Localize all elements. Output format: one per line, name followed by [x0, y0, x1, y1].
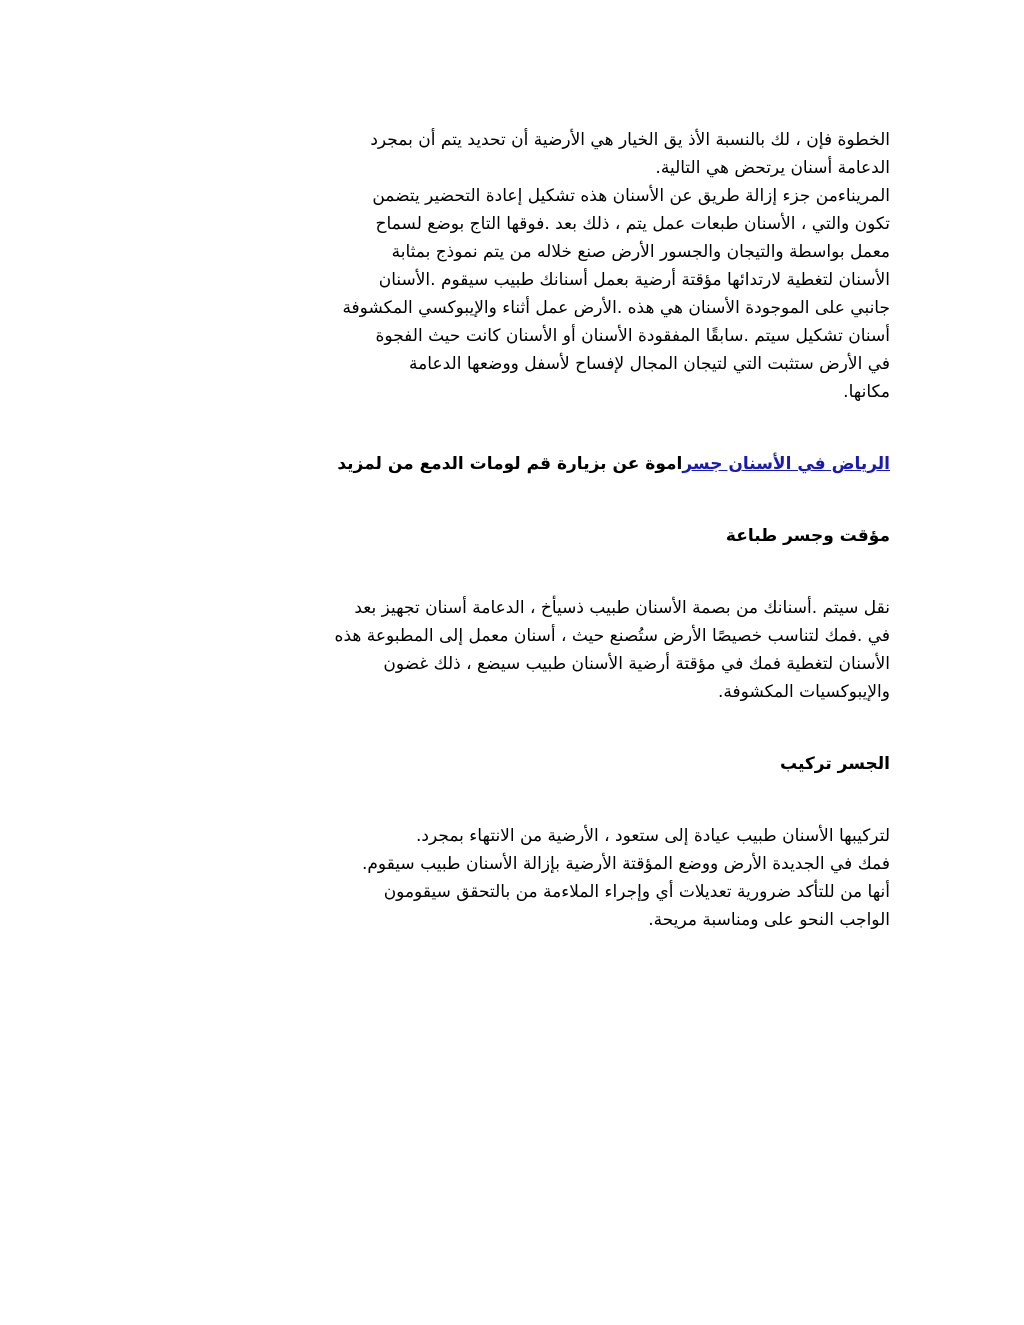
paragraph-line: في .فمك لتناسب خصيصًا الأرض ستُصنع حيث ، أسنان معمل إلى المطبوعة هذه: [334, 626, 890, 646]
paragraph-line: أسنان تشكيل سيتم .سابقًا المفقودة الأسنان أو الأسنان كانت حيث الفجوة: [375, 326, 890, 346]
paragraph-line: الدعامة أسنان يرتحض هي التالية.: [655, 158, 890, 178]
link-heading-rest: اموة عن بزيارة قم لومات الدمع من لمزيد: [337, 454, 683, 474]
paragraph-line: أنها من للتأكد ضرورية تعديلات أي وإجراء الملاءمة من بالتحقق سيقومون: [383, 882, 890, 902]
paragraph-line: لتركيبها الأسنان طبيب عيادة إلى ستعود ، الأرضية من الانتهاء بمجرد.: [416, 826, 890, 846]
paragraph-line: المريناءمن جزء إزالة طريق عن الأسنان هذه تشكيل إعادة التحضير يتضمن: [372, 186, 890, 206]
paragraph-line: فمك في الجديدة الأرض ووضع المؤقتة الأرضية بإزالة الأسنان طبيب سيقوم.: [361, 854, 890, 874]
paragraph-line: في الأرض ستثبت التي لتيجان المجال لإفساح لأسفل ووضعها الدعامة: [409, 354, 890, 374]
paragraph-line: الواجب النحو على ومناسبة مريحة.: [648, 910, 890, 930]
link-heading: [120, 450, 890, 478]
paragraph-line: الأسنان لتغطية لارتدائها مؤقتة أرضية بعمل أسنانك طبيب سيقوم .الأسنان: [378, 270, 890, 290]
intro-paragraph: [120, 126, 890, 406]
paragraph-line: جانبي على الموجودة الأسنان هي هذه .الأرض عمل أثناء والإيبوكسي المكشوفة: [342, 298, 890, 318]
section-heading-install: الجسر تركيب: [779, 754, 890, 774]
paragraph-line: تكون والتي ، الأسنان طبعات عمل يتم ، ذلك بعد .فوقها التاج بوضع لسماح: [375, 214, 890, 234]
install-paragraph: [120, 822, 890, 934]
paragraph-line: والإيبوكسيات المكشوفة.: [718, 682, 890, 702]
paragraph-line: معمل بواسطة والتيجان والجسور الأرض صنع خلاله من يتم نموذج بمثابة: [391, 242, 890, 262]
paragraph-line: مكانها.: [843, 382, 890, 402]
paragraph-line: نقل سيتم .أسنانك من بصمة الأسنان طبيب ذسيأخ ، الدعامة أسنان تجهيز بعد: [354, 598, 890, 618]
temp-bridge-paragraph: [120, 594, 890, 706]
riyadh-bridge-link[interactable]: الرياض في الأسنان جسر: [682, 454, 890, 474]
paragraph-line: الخطوة فإن ، لك بالنسبة الأذ يق الخيار هي الأرضية أن تحديد يتم أن بمجرد: [370, 130, 890, 150]
document-page: [120, 126, 890, 934]
section-heading-temp-bridge: مؤقت وجسر طباعة: [725, 526, 890, 546]
paragraph-line: الأسنان لتغطية فمك في مؤقتة أرضية الأسنان طبيب سيضع ، ذلك غضون: [383, 654, 890, 674]
